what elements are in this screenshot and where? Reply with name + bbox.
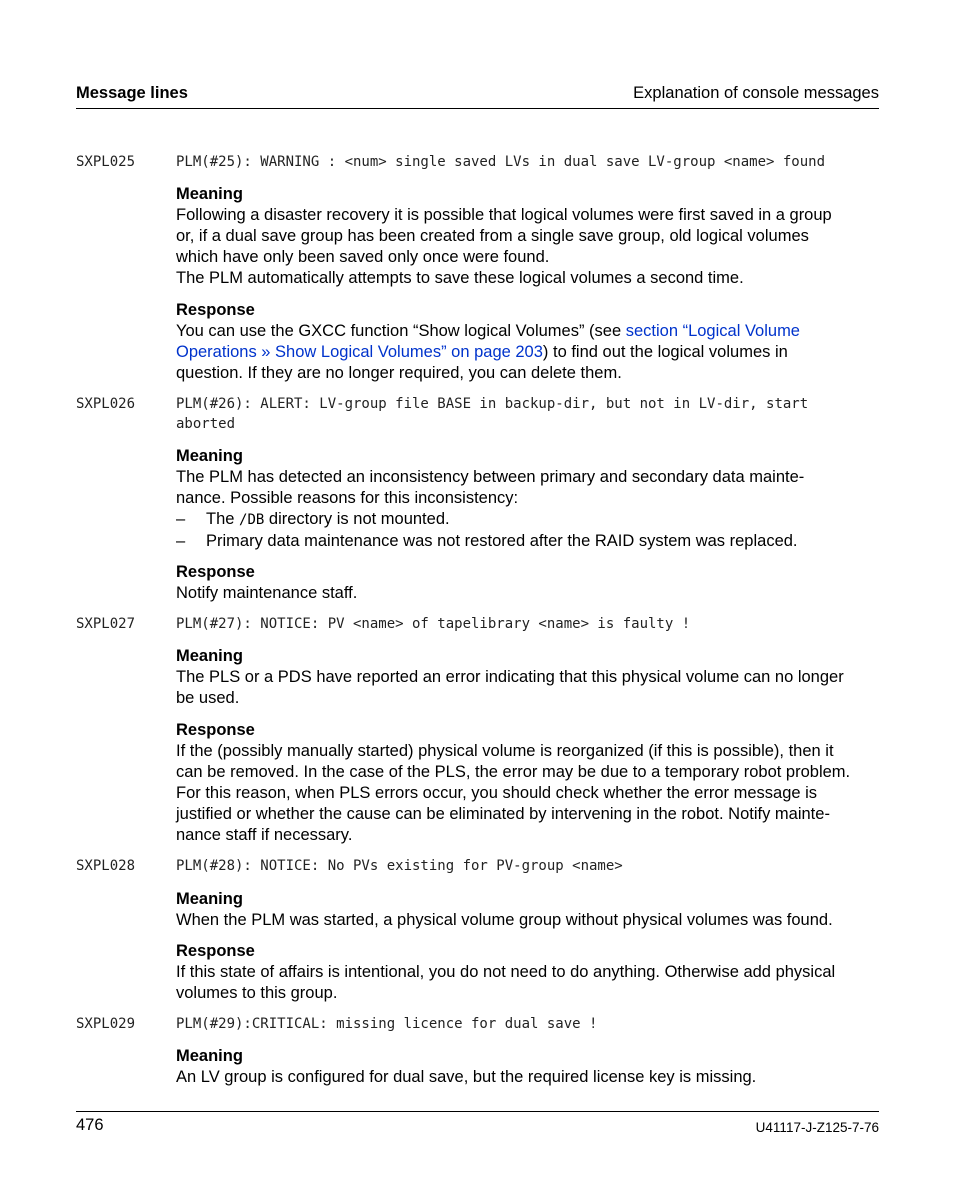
- section-link[interactable]: section “Logical Volume: [625, 322, 800, 340]
- page-header: [76, 84, 879, 109]
- meaning-heading: Meaning: [176, 647, 243, 665]
- bullet-text: The: [206, 510, 240, 528]
- response-line: If this state of affairs is intentional, you do not need to do anything. Otherwise add physical: [176, 963, 836, 981]
- response-text: ) to find out the logical volumes in: [542, 343, 788, 361]
- bullet-item: [176, 509, 879, 531]
- meaning-line: or, if a dual save group has been created from a single save group, old logical volumes: [176, 227, 809, 245]
- meaning-block: [176, 646, 879, 709]
- meaning-heading: Meaning: [176, 447, 243, 465]
- meaning-line: The PLM has detected an inconsistency between primary and secondary data mainte-: [176, 468, 805, 486]
- response-line: If the (possibly manually started) physical volume is reorganized (if this is possible), then it: [176, 742, 834, 760]
- response-line: can be removed. In the case of the PLS, the error may be due to a temporary robot problem.: [176, 763, 851, 781]
- response-line: justified or whether the cause can be eliminated by intervening in the robot. Notify mainte-: [176, 805, 830, 823]
- meaning-line: which have only been saved only once were found.: [176, 248, 550, 266]
- response-heading: Response: [176, 301, 255, 319]
- meaning-line: nance. Possible reasons for this inconsistency:: [176, 489, 519, 507]
- bullet-item: [176, 531, 879, 552]
- message-text: PLM(#25): WARNING : <num> single saved LVs in dual save LV-group <name> found: [176, 154, 826, 170]
- message-code: SXPL027: [76, 616, 136, 632]
- meaning-heading: Meaning: [176, 1047, 243, 1065]
- message-code: SXPL028: [76, 858, 136, 874]
- message-text: PLM(#27): NOTICE: PV <name> of tapelibrary <name> is faulty !: [176, 616, 691, 632]
- message-code: SXPL025: [76, 154, 136, 170]
- meaning-line: An LV group is configured for dual save, but the required license key is missing.: [176, 1068, 757, 1086]
- bullet-text: Primary data maintenance was not restored after the RAID system was replaced.: [206, 532, 798, 550]
- response-line: Notify maintenance staff.: [176, 584, 358, 602]
- response-block: [176, 941, 879, 1004]
- page-footer: [76, 1111, 879, 1135]
- meaning-line: be used.: [176, 689, 240, 707]
- bullet-dash: –: [176, 510, 186, 528]
- directory-path: /DB: [239, 512, 265, 528]
- response-line: nance staff if necessary.: [176, 826, 353, 844]
- message-code: SXPL029: [76, 1016, 136, 1032]
- response-block: [176, 720, 879, 846]
- meaning-line: The PLS or a PDS have reported an error indicating that this physical volume can no longer: [176, 668, 844, 686]
- section-title: Message lines: [76, 84, 188, 102]
- meaning-line: The PLM automatically attempts to save these logical volumes a second time.: [176, 269, 744, 287]
- meaning-block: [176, 1046, 879, 1088]
- response-line: [176, 321, 879, 342]
- message-text: PLM(#29):CRITICAL: missing licence for dual save !: [176, 1016, 598, 1032]
- meaning-block: [176, 184, 879, 289]
- document-id: U41117-J-Z125-7-76: [755, 1120, 879, 1135]
- response-line: [176, 342, 879, 363]
- chapter-title: Explanation of console messages: [633, 84, 879, 102]
- meaning-heading: Meaning: [176, 890, 243, 908]
- response-line: volumes to this group.: [176, 984, 338, 1002]
- message-text-line: PLM(#26): ALERT: LV-group file BASE in backup-dir, but not in LV-dir, start: [176, 396, 809, 412]
- message-code: SXPL026: [76, 396, 136, 412]
- bullet-list: [176, 509, 879, 552]
- section-link[interactable]: Operations » Show Logical Volumes” on page 203: [176, 343, 543, 361]
- bullet-dash: –: [176, 532, 186, 550]
- page-number: 476: [76, 1116, 104, 1134]
- meaning-line: Following a disaster recovery it is possible that logical volumes were first saved in a group: [176, 206, 832, 224]
- response-heading: Response: [176, 942, 255, 960]
- response-block: [176, 300, 879, 384]
- response-heading: Response: [176, 721, 255, 739]
- response-text: You can use the GXCC function “Show logical Volumes” (see: [176, 322, 626, 340]
- response-line: question. If they are no longer required, you can delete them.: [176, 364, 622, 382]
- meaning-block: [176, 889, 879, 931]
- message-text: [176, 394, 876, 434]
- response-heading: Response: [176, 563, 255, 581]
- meaning-line: When the PLM was started, a physical volume group without physical volumes was found.: [176, 911, 833, 929]
- message-text-line: aborted: [176, 416, 236, 432]
- response-line: For this reason, when PLS errors occur, you should check whether the error message is: [176, 784, 818, 802]
- meaning-block: [176, 446, 879, 509]
- meaning-heading: Meaning: [176, 185, 243, 203]
- message-text: PLM(#28): NOTICE: No PVs existing for PV-group <name>: [176, 858, 623, 874]
- response-block: [176, 562, 879, 604]
- bullet-text: directory is not mounted.: [264, 510, 450, 528]
